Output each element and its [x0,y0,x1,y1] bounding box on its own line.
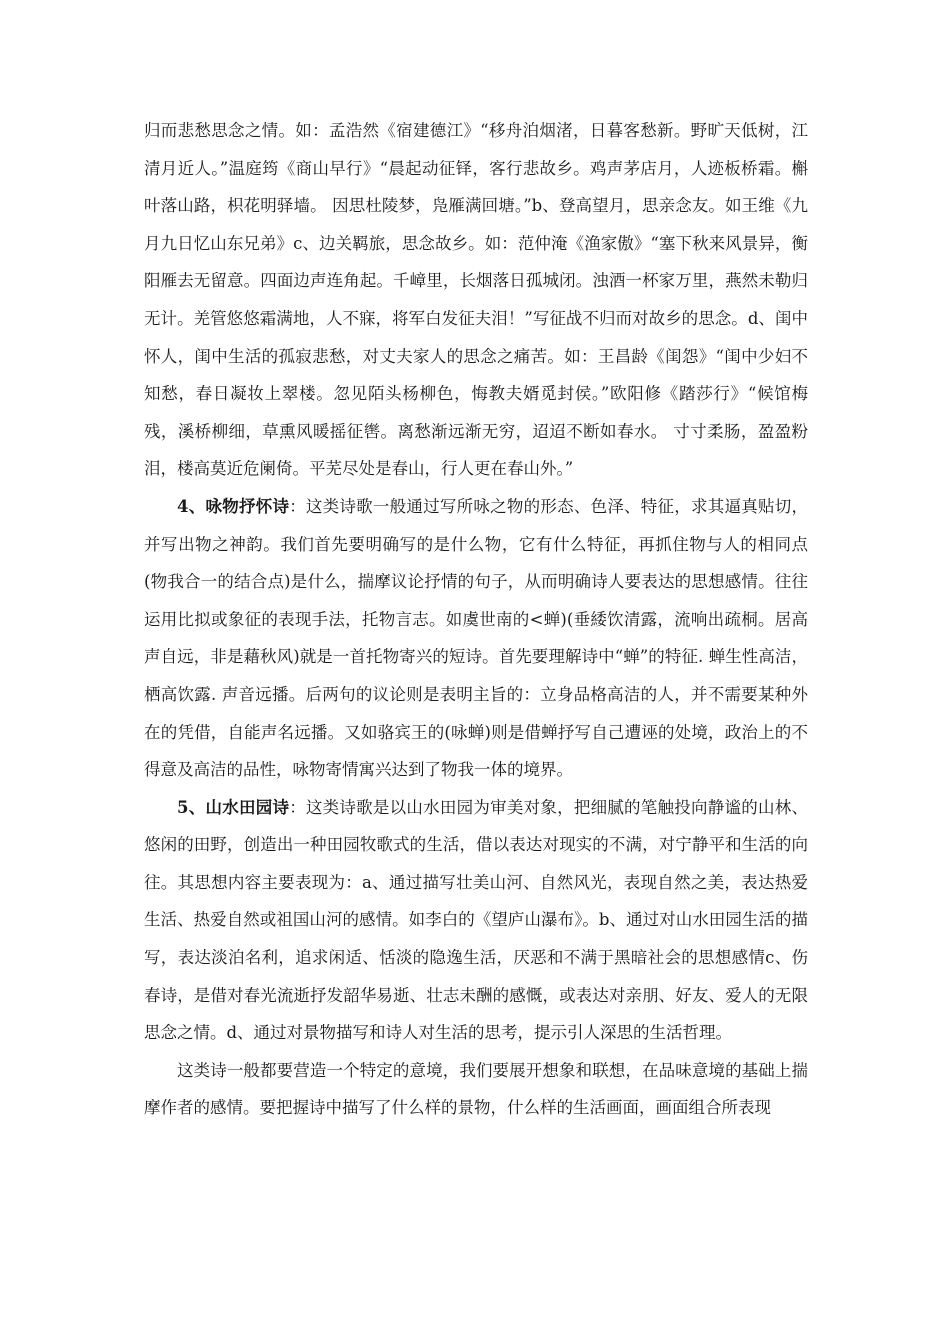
section-body-landscape-poems: ：这类诗歌是以山水田园为审美对象，把细腻的笔触投向静谧的山林、悠闲的田野，创造出一种田园牧歌式的生活，借以表达对现实的不满，对宁静平和生活的向往。其思想内容主要表现为：a、通过描写壮美山河、自然风光，表现自然之美，表达热爱生活、热爱自然或祖国山河的感情。如李白的《望庐山瀑布》。b、通过对山水田园生活的描写，表达淡泊名利，追求闲适、恬淡的隐逸生活，厌恶和不满于黑暗社会的思想感情c、伤春诗，是借对春光流逝抒发韶华易逝、壮志未酬的感慨，或表达对亲朋、好友、爱人的无限思念之情。d、通过对景物描写和诗人对生活的思考，提示引人深思的生活哲理。 [144,797,808,1043]
section-body-object-poems: ：这类诗歌一般通过写所咏之物的形态、色泽、特征，求其逼真贴切，并写出物之神韵。我们首先要明确写的是什么物，它有什么特征，再抓住物与人的相同点(物我合一的结合点)是什么，揣摩议论抒情的句子，从而明确诗人要表达的思想感情。往往运用比拟或象征的表现手法，托物言志。如虞世南的<蝉)(垂緌饮清露，流响出疏桐。居高声自远，非是藉秋风)就是一首托物寄兴的短诗。首先要理解诗中“蝉”的特征. 蝉生性高洁，栖高饮露. 声音远播。后两句的议论则是表明主旨的：立身品格高洁的人，并不需要某种外在的凭借，自能声名远播。又如骆宾王的(咏蝉)则是借蝉抒写自己遭诬的处境，政治上的不得意及高洁的品性，咏物寄情寓兴达到了物我一体的境界。 [144,496,808,780]
paragraph-homesickness-continued: 归而悲愁思念之情。如：孟浩然《宿建德江》“移舟泊烟渚，日暮客愁新。野旷天低树，江清月近人。”温庭筠《商山早行》“晨起动征铎，客行悲故乡。鸡声茅店月，人迹板桥霜。槲叶落山路，枳花明驿墙。 因思杜陵梦，凫雁满回塘。”b、登高望月，思亲念友。如王维《九月九日忆山东兄弟》c、边关羁旅，思念故乡。如：范仲淹《渔家傲》“塞下秋来风景异，衡阳雁去无留意。四面边声连角起。千嶂里，长烟落日孤城闭。浊酒一杯家万里，燕然未勒归无计。羌管悠悠霜满地，人不寐，将军白发征夫泪！”写征战不归而对故乡的思念。d、闺中怀人，闺中生活的孤寂悲愁，对丈夫家人的思念之痛苦。如：王昌龄《闺怨》“闺中少妇不知愁，春日凝妆上翠楼。忽见陌头杨柳色，悔教夫婿觅封侯。”欧阳修《踏莎行》“候馆梅残，溪桥柳细，草熏风暖摇征辔。离愁渐远渐无穷，迢迢不断如春水。 寸寸柔肠，盈盈粉泪，楼高莫近危阑倚。平芜尽处是春山，行人更在春山外。” [144,121,808,479]
paragraph-landscape-poems [144,789,808,1052]
paragraph-artistic-conception: 这类诗一般都要营造一个特定的意境，我们要展开想象和联想，在品味意境的基础上揣摩作者的感情。要把握诗中描写了什么样的景物，什么样的生活画面，画面组合所表现 [144,1060,808,1118]
section-heading-object-poems: 4、咏物抒怀诗 [177,496,290,516]
paragraph-object-poems [144,488,808,789]
section-heading-landscape-poems: 5、山水田园诗 [177,797,290,817]
document-body [144,112,808,1127]
